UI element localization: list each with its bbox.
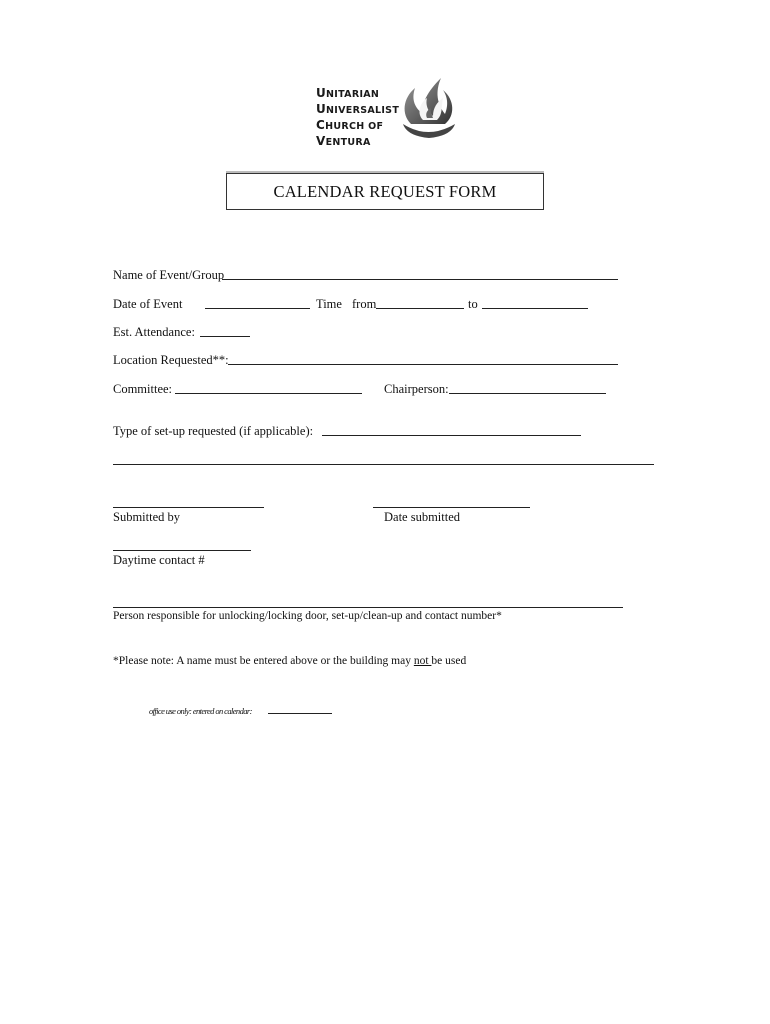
attendance-label: Est. Attendance: — [113, 325, 195, 339]
name-required-note — [113, 654, 466, 668]
event-name-field[interactable] — [222, 279, 618, 280]
chairperson-label: Chairperson: — [384, 382, 449, 396]
note-text-end: be used — [431, 655, 467, 667]
daytime-contact-field[interactable] — [113, 550, 251, 551]
submitted-by-field[interactable] — [113, 507, 264, 508]
date-submitted-field[interactable] — [373, 507, 530, 508]
time-label: Time — [316, 297, 342, 311]
setup-type-label: Type of set-up requested (if applicable): — [113, 424, 314, 438]
setup-type-field[interactable] — [322, 435, 581, 436]
person-responsible-field[interactable] — [113, 607, 623, 608]
committee-label: Committee: — [113, 382, 173, 396]
event-name-label: Name of Event/Group — [113, 268, 225, 282]
attendance-field[interactable] — [200, 336, 250, 337]
time-from-field[interactable] — [376, 308, 464, 309]
office-use-note — [149, 706, 252, 716]
date-of-event-label: Date of Event — [113, 297, 183, 311]
office-use-field[interactable] — [268, 713, 332, 714]
time-to-field[interactable] — [482, 308, 588, 309]
submitted-by-label: Submitted by — [113, 510, 181, 524]
time-to-label: to — [468, 297, 478, 311]
note-emphasis: not — [413, 655, 432, 667]
date-of-event-field[interactable] — [205, 308, 310, 309]
logo-line-4: VENTURA — [316, 134, 371, 148]
daytime-contact-label: Daytime contact # — [113, 553, 205, 567]
committee-field[interactable] — [175, 393, 362, 394]
time-from-label: from — [352, 297, 377, 311]
logo-line-1: UNITARIAN — [316, 86, 380, 100]
location-label: Location Requested**: — [113, 353, 229, 367]
note-text: *Please note: A name must be entered above or the building may — [113, 655, 414, 667]
setup-type-field-continued[interactable] — [113, 464, 654, 465]
logo-line-2: UNIVERSALIST — [316, 102, 400, 116]
person-responsible-label: Person responsible for unlocking/locking door, set-up/clean-up and contact number* — [113, 610, 502, 622]
form-title: CALENDAR REQUEST FORM — [226, 173, 544, 210]
chairperson-field[interactable] — [449, 393, 606, 394]
church-name-logo-text — [316, 86, 399, 150]
logo-line-3: CHURCH OF — [316, 118, 384, 132]
date-submitted-label: Date submitted — [384, 510, 461, 524]
location-field[interactable] — [228, 364, 618, 365]
office-use-label: office use only: entered on calendar: — [149, 706, 252, 716]
flaming-chalice-icon — [393, 74, 463, 146]
